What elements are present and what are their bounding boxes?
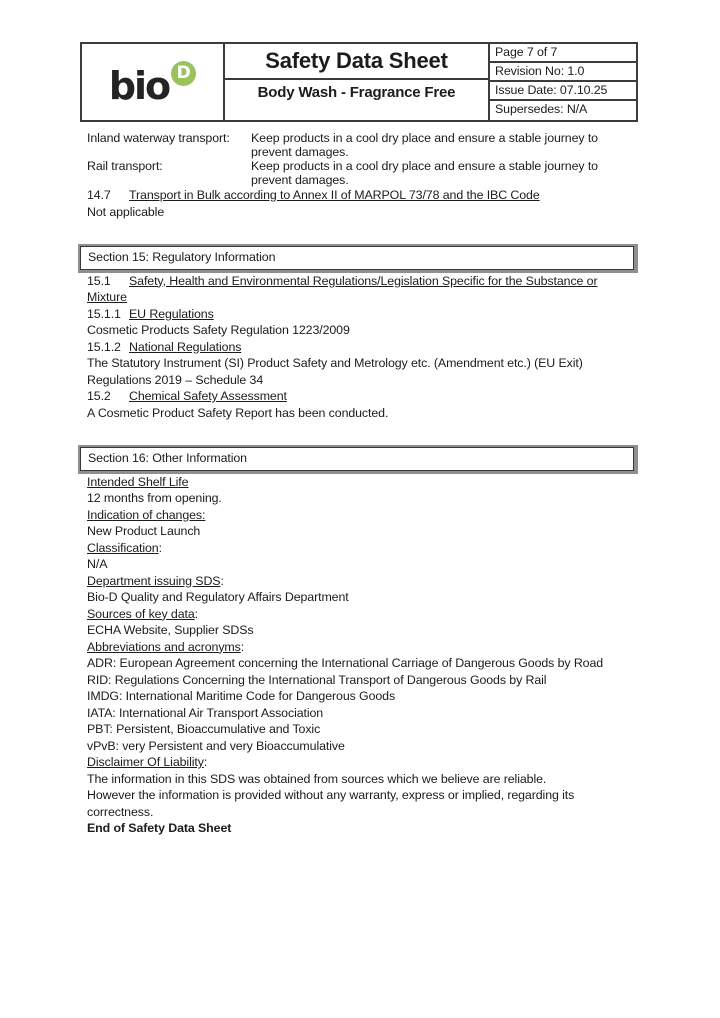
document-body <box>87 131 638 837</box>
entry-label-suffix: : <box>203 755 208 769</box>
entry-label-text: Indication of changes: <box>87 507 206 522</box>
entry-value: New Product Launch <box>87 524 201 538</box>
entry-label-text: Abbreviations and acronyms <box>87 639 241 654</box>
disclaimer-heading <box>87 754 638 771</box>
header-titles <box>225 44 490 120</box>
entry-label <box>87 573 638 590</box>
section-number: 15.1 <box>87 273 111 288</box>
section-heading-text: Chemical Safety Assessment <box>129 389 287 403</box>
entry-label-text: Intended Shelf Life <box>87 474 189 489</box>
entry-label-suffix: : <box>194 606 198 621</box>
entry-label-text: Sources of key data <box>87 606 195 621</box>
entry-label <box>87 507 638 524</box>
abbreviation-item: RID: Regulations Concerning the International Transport of Dangerous Goods by Rail <box>87 672 547 687</box>
end-of-sheet-label: End of Safety Data Sheet <box>87 821 232 835</box>
abbreviation-item: vPvB: very Persistent and very Bioaccumulative <box>87 738 345 753</box>
transport-label: Inland waterway transport: <box>87 131 230 145</box>
section-number: 15.1.2 <box>87 339 121 354</box>
regulation-text: The Statutory Instrument (SI) Product Safety and Metrology etc. (Amendment etc.) (EU Exit) Regulations 2019 – Schedule 34 <box>87 356 583 387</box>
logo-d-badge-icon: D <box>171 61 196 86</box>
section-number: 14.7 <box>87 188 111 202</box>
entry-label-text: Classification <box>87 540 159 555</box>
section-number: 15.2 <box>87 389 111 403</box>
entry-value: Bio-D Quality and Regulatory Affairs Department <box>87 590 349 604</box>
transport-row <box>87 159 638 187</box>
issue-date-field: Issue Date: 07.10.25 <box>490 82 636 101</box>
entry-label <box>87 540 638 557</box>
transport-value: Keep products in a cool dry place and ensure a stable journey to prevent damages. <box>251 131 598 159</box>
abbreviations-label <box>87 639 638 656</box>
entry-label-text: Department issuing SDS <box>87 573 221 588</box>
entry-label-suffix: : <box>240 639 245 654</box>
page-number-field: Page 7 of 7 <box>490 44 636 63</box>
entry-value: ECHA Website, Supplier SDSs <box>87 623 254 637</box>
heading-15-1 <box>87 273 638 306</box>
section-heading-text: Safety, Health and Environmental Regulations/Legislation Specific for the Substance or Mixture <box>87 273 598 304</box>
heading-15-1-2 <box>87 339 638 356</box>
heading-15-2 <box>87 388 638 405</box>
abbreviation-item: IMDG: International Maritime Code for Dangerous Goods <box>87 689 396 703</box>
section-16-banner <box>78 445 638 474</box>
logo-wrap <box>108 61 196 108</box>
heading-15-1-1 <box>87 306 638 323</box>
section-number: 15.1.1 <box>87 306 121 321</box>
revision-field: Revision No: 1.0 <box>490 63 636 82</box>
document-title: Safety Data Sheet <box>225 44 488 80</box>
not-applicable-note: Not applicable <box>87 204 165 219</box>
heading-14-7 <box>87 187 638 204</box>
regulation-text: A Cosmetic Product Safety Report has been conducted. <box>87 405 389 420</box>
transport-label: Rail transport: <box>87 159 163 173</box>
entry-value: N/A <box>87 557 108 571</box>
disclaimer-text: The information in this SDS was obtained from sources which we believe are reliable. However the information is provided without any warranty, express or implied, regarding its correctness. <box>87 771 578 819</box>
transport-row <box>87 131 638 159</box>
abbreviation-item: ADR: European Agreement concerning the International Carriage of Dangerous Goods by Road <box>87 656 604 670</box>
regulation-text: Cosmetic Products Safety Regulation 1223/2009 <box>87 323 350 337</box>
entry-label <box>87 474 638 491</box>
bio-d-logo <box>82 44 225 120</box>
logo-text: bio <box>108 63 170 108</box>
entry-label-suffix: : <box>158 540 162 555</box>
header-table <box>80 42 638 122</box>
section-16-banner-title: Section 16: Other Information <box>80 447 634 471</box>
section-15-banner-title: Section 15: Regulatory Information <box>80 246 634 270</box>
section-heading-text: National Regulations <box>129 339 242 354</box>
header-meta <box>490 44 636 120</box>
entry-label-suffix: : <box>220 573 224 588</box>
section-heading-text: Transport in Bulk according to Annex II of MARPOL 73/78 and the IBC Code <box>129 188 540 202</box>
entry-label-text: Disclaimer Of Liability <box>87 755 204 769</box>
entry-value: 12 months from opening. <box>87 491 222 505</box>
section-heading-text: EU Regulations <box>129 306 214 321</box>
section-15-banner <box>78 244 638 273</box>
abbreviation-item: PBT: Persistent, Bioaccumulative and Toxic <box>87 722 321 736</box>
abbreviation-item: IATA: International Air Transport Association <box>87 705 324 720</box>
supersedes-field: Supersedes: N/A <box>495 102 588 116</box>
product-name: Body Wash - Fragrance Free <box>257 84 456 101</box>
transport-value: Keep products in a cool dry place and ensure a stable journey to prevent damages. <box>251 159 598 187</box>
entry-label <box>87 606 638 623</box>
